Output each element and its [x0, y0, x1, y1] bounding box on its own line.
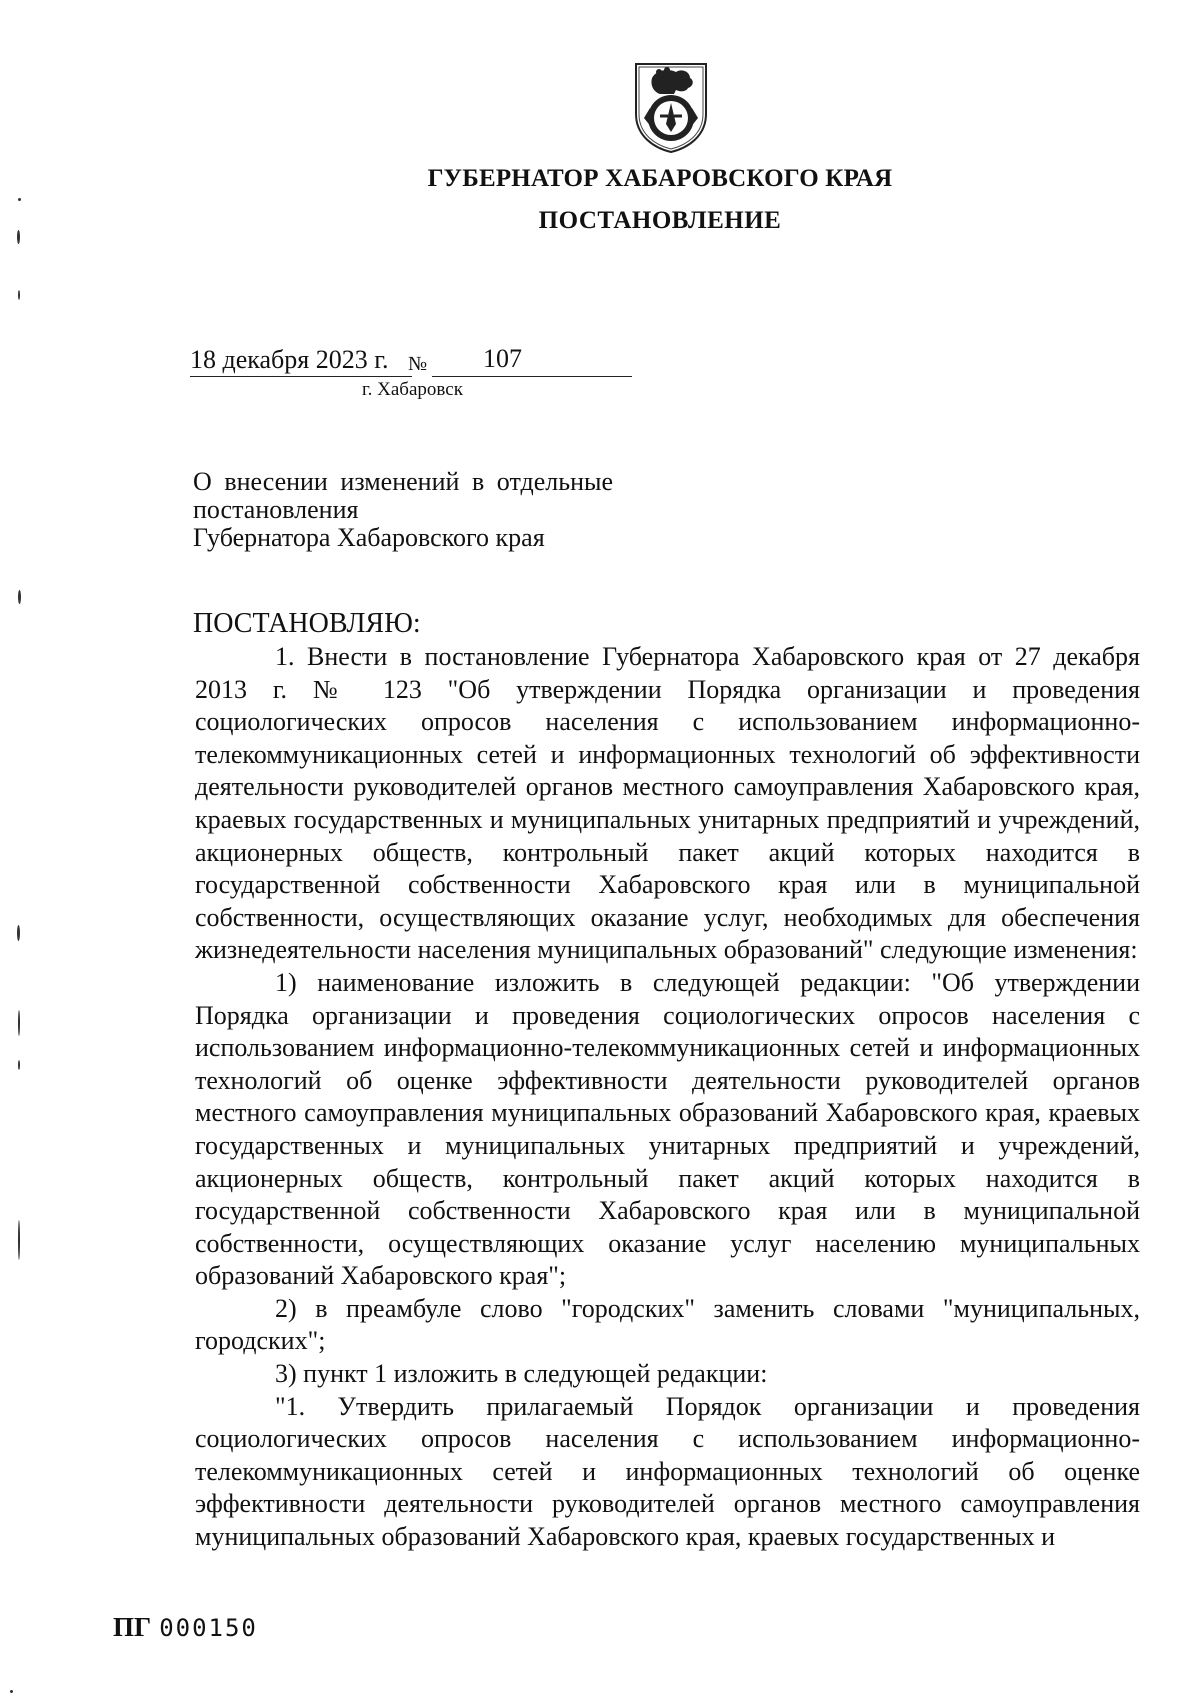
scan-speck: [18, 290, 20, 300]
paragraph-1: 1. Внести в постановление Губернатора Хабаровского края от 27 декабря 2013 г. № 123 "Об утверждении Порядка организации и проведения социологических опросов населения с использованием информационно-телекоммуникационных сетей и информационных технологий об эффективности деятельности руководителей органов местного самоуправления Хабаровского края, краевых государственных и муниципальных унитарных предприятий и учреждений, акционерных обществ, контрольный пакет акций которых находится в государственной собственности Хабаровского края или в муниципальной собственности, осуществляющих оказание услуг, необходимых для обеспечения жизнедеятельности населения муниципальных образований" следующие изменения:: [195, 642, 1140, 965]
form-serial: [113, 1612, 258, 1643]
scan-speck: [17, 925, 20, 941]
document-type-title: ПОСТАНОВЛЕНИЕ: [538, 207, 782, 234]
scan-speck: [18, 1010, 20, 1036]
scan-speck: [10, 1690, 13, 1693]
document-number: 107: [483, 344, 522, 373]
form-series: ПГ: [113, 1612, 152, 1642]
resolution-heading: ПОСТАНОВЛЯЮ:: [193, 608, 421, 639]
document-body: [195, 641, 1140, 1554]
date-underline: [190, 376, 412, 377]
number-sign: №: [408, 353, 428, 375]
scan-speck: [18, 1220, 20, 1260]
authority-title: ГУБЕРНАТОР ХАБАРОВСКОГО КРАЯ: [427, 165, 893, 192]
khabarovsk-krai-coat-of-arms-icon: [630, 58, 712, 154]
subject-line-1: О внесении изменений в отдельные постановления: [193, 467, 613, 524]
scan-speck: [18, 590, 21, 604]
document-subject: [193, 468, 613, 552]
document-city: г. Хабаровск: [362, 379, 463, 400]
paragraph-item-2: 2) в преамбуле слово "городских" заменить словами "муниципальных, городских";: [195, 1293, 1140, 1356]
subject-line-2: Губернатора Хабаровского края: [193, 523, 545, 552]
number-underline: [432, 376, 632, 377]
paragraph-item-1: 1) наименование изложить в следующей редакции: "Об утверждении Порядка организации и проведения социологических опросов населения с использованием информационно-телекоммуникационных сетей и информационных технологий об оценке эффективности деятельности руководителей органов местного самоуправления муниципальных образований Хабаровского края, краевых государственных и муниципальных унитарных предприятий и учреждений, акционерных обществ, контрольный пакет акций которых находится в государственной собственности Хабаровского края или в муниципальной собственности, осуществляющих оказание услуг населению муниципальных образований Хабаровского края";: [195, 967, 1140, 1291]
scan-speck: [18, 1060, 20, 1070]
paragraph-item-3: 3) пункт 1 изложить в следующей редакции:: [275, 1359, 768, 1389]
scan-speck: [18, 198, 21, 201]
paragraph-quoted-1: "1. Утвердить прилагаемый Порядок организации и проведения социологических опросов населения с использованием информационно-телекоммуникационных сетей и информационных технологий об оценке эффективности деятельности руководителей органов местного самоуправления муниципальных образований Хабаровского края, краевых государственных и: [195, 1391, 1140, 1552]
form-code: 000150: [159, 1614, 258, 1642]
scan-speck: [17, 230, 20, 244]
document-date: 18 декабря 2023 г.: [190, 345, 389, 374]
